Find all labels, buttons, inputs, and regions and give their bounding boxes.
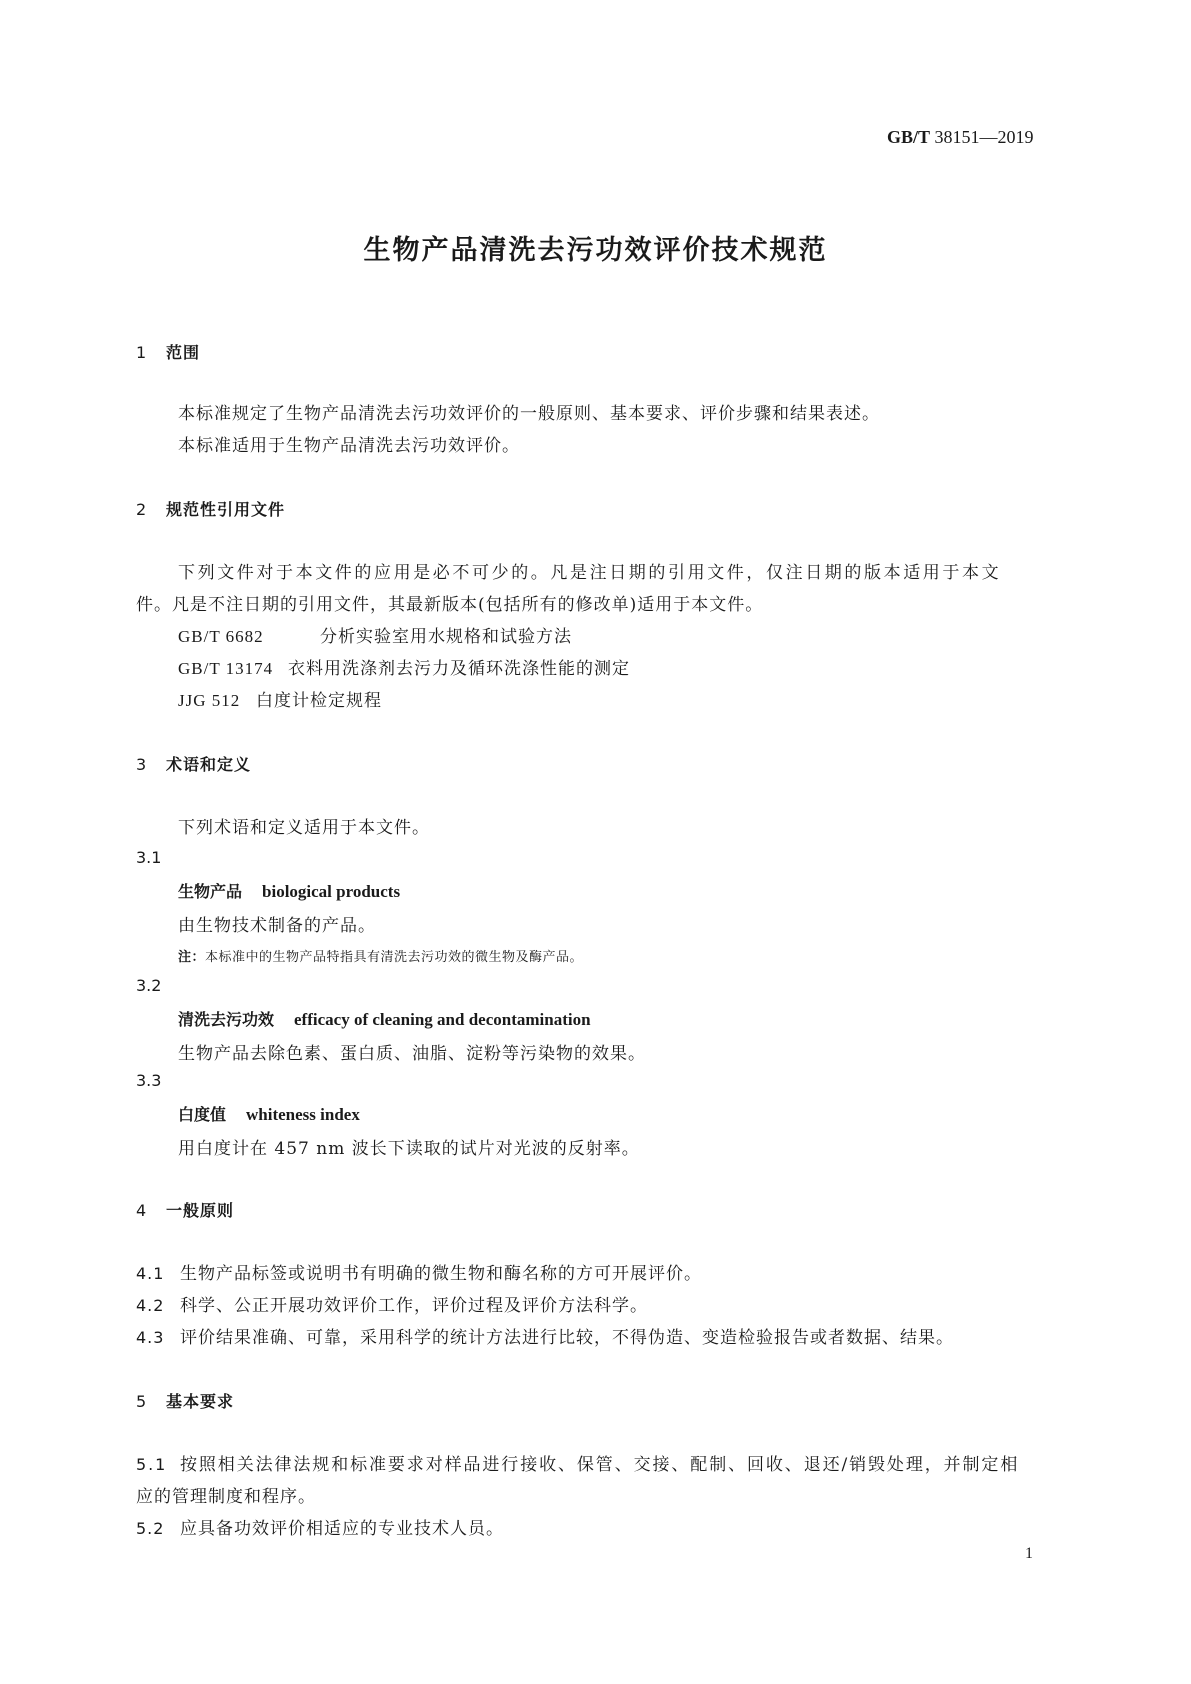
section-4-heading [136,1198,234,1221]
term-definition: 生物产品去除色素、蛋白质、油脂、淀粉等污染物的效果。 [178,1044,646,1064]
term-definition: 由生物技术制备的产品。 [178,916,376,936]
reference-item [178,686,382,711]
section-number: 4 [136,1201,148,1220]
section-title: 基本要求 [166,1392,235,1411]
term-number: 3.1 [136,848,162,867]
term-en: biological products [262,882,401,901]
section-3-heading [136,752,251,775]
paragraph: 下列文件对于本文件的应用是必不可少的。凡是注日期的引用文件，仅注日期的版本适用于本文 [178,563,1002,583]
note [178,946,583,965]
section-title: 规范性引用文件 [166,500,286,519]
section-number: 1 [136,343,148,362]
item-number: 4.1 [136,1264,165,1283]
term-heading [178,1007,591,1030]
reference-title: 分析实验室用水规格和试验方法 [320,627,572,647]
reference-code: JJG 512 [178,691,241,710]
item-number: 4.3 [136,1328,165,1347]
paragraph: 本标准适用于生物产品清洗去污功效评价。 [178,436,520,456]
section-number: 3 [136,755,148,774]
section-title: 术语和定义 [166,755,252,774]
reference-code: GB/T 6682 [178,627,264,646]
item-text: 科学、公正开展功效评价工作，评价过程及评价方法科学。 [180,1296,648,1316]
note-text: 本标准中的生物产品特指具有清洗去污功效的微生物及酶产品。 [205,950,584,965]
list-item-continuation: 应的管理制度和程序。 [136,1487,316,1507]
term-definition: 用白度计在 457 nm 波长下读取的试片对光波的反射率。 [178,1139,640,1159]
reference-item [178,622,572,647]
list-item [136,1259,702,1284]
term-en: whiteness index [246,1105,360,1124]
term-zh: 生物产品 [178,882,243,901]
paragraph: 本标准规定了生物产品清洗去污功效评价的一般原则、基本要求、评价步骤和结果表述。 [178,404,880,424]
item-number: 5.2 [136,1519,165,1538]
standard-code [887,127,1034,148]
item-text: 评价结果准确、可靠，采用科学的统计方法进行比较，不得伪造、变造检验报告或者数据、结果。 [180,1328,954,1348]
item-text: 按照相关法律法规和标准要求对样品进行接收、保管、交接、配制、回收、退还/销毁处理，并制定相 [180,1455,1020,1475]
term-number: 3.2 [136,976,162,995]
page-number: 1 [1025,1545,1033,1562]
item-number: 5.1 [136,1455,168,1474]
paragraph: 件。凡是不注日期的引用文件，其最新版本(包括所有的修改单)适用于本文件。 [136,595,764,615]
term-zh: 白度值 [178,1105,227,1124]
paragraph: 下列术语和定义适用于本文件。 [178,818,430,838]
section-5-heading [136,1389,234,1412]
term-heading [178,879,400,902]
list-item [136,1291,648,1316]
list-item [136,1450,1019,1475]
standard-code-prefix: GB/T [887,127,931,147]
term-number: 3.3 [136,1071,162,1090]
item-text: 应具备功效评价相适应的专业技术人员。 [180,1519,504,1539]
section-1-heading [136,340,200,363]
list-item [136,1514,504,1539]
section-title: 范围 [166,343,201,362]
reference-title: 衣料用洗涤剂去污力及循环洗涤性能的测定 [288,659,630,679]
document-title: 生物产品清洗去污功效评价技术规范 [363,235,828,266]
term-zh: 清洗去污功效 [178,1010,275,1029]
section-number: 5 [136,1392,148,1411]
standard-code-number: 38151—2019 [934,127,1034,147]
item-number: 4.2 [136,1296,165,1315]
reference-code: GB/T 13174 [178,659,274,678]
reference-item [178,654,630,679]
note-label: 注： [178,950,206,965]
section-2-heading [136,497,285,520]
term-heading [178,1102,360,1125]
item-text: 生物产品标签或说明书有明确的微生物和酶名称的方可开展评价。 [180,1264,702,1284]
term-en: efficacy of cleaning and decontamination [294,1010,591,1029]
list-item [136,1323,954,1348]
section-title: 一般原则 [166,1201,235,1220]
section-number: 2 [136,500,148,519]
reference-title: 白度计检定规程 [256,691,382,711]
